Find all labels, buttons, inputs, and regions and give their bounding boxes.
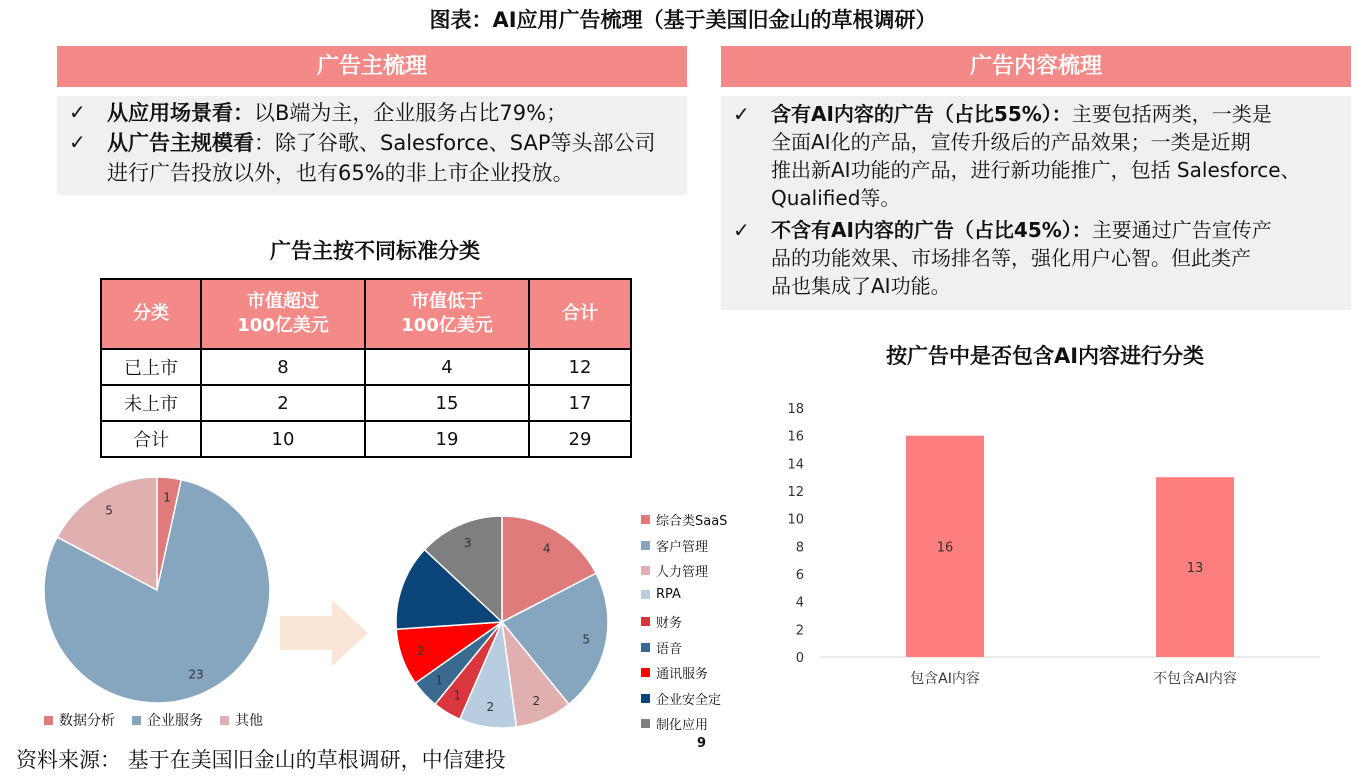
table-header-cell: 分类	[101, 279, 201, 349]
bullet-bold: 从广告主规模看	[107, 131, 254, 155]
legend-swatch	[641, 515, 650, 524]
legend-swatch	[641, 719, 650, 728]
legend-item	[641, 510, 727, 529]
legend-swatch	[641, 617, 650, 626]
pie2-label: 5	[582, 632, 591, 647]
bar-chart-group	[787, 402, 1320, 687]
legend-label: 财务	[656, 616, 683, 631]
legend-label: RPA	[656, 586, 681, 602]
legend-label: 企业安全定	[656, 692, 722, 708]
bullet-text: 全面AI化的产品，宣传升级后的产品效果；一类是近期	[771, 130, 1251, 154]
bullet-bold: 从应用场景看：	[107, 101, 254, 125]
table-cell: 2	[201, 385, 365, 421]
legend-label: 企业服务	[147, 713, 203, 729]
page-number: 9	[697, 736, 707, 751]
bar-chart	[770, 395, 1330, 695]
table-header-cell: 市值超过 100亿美元	[201, 279, 365, 349]
legend-item	[132, 710, 203, 730]
table-title: 广告主按不同标准分类	[270, 239, 480, 263]
table-cell: 未上市	[101, 385, 201, 421]
page-title: 图表：AI应用广告梳理（基于美国旧金山的草根调研）	[429, 8, 937, 32]
check-icon: ✓	[733, 102, 750, 126]
bullet-bold: 不含有AI内容的广告（占比45%）：	[771, 218, 1092, 242]
legend-swatch	[44, 716, 53, 725]
bullet-text: 主要包括两类，一类是	[1071, 102, 1272, 126]
legend-swatch	[641, 541, 650, 550]
pie1-legend	[44, 710, 304, 730]
table-header-cell: 合计	[529, 279, 631, 349]
y-tick-label: 2	[795, 623, 804, 639]
bullet-text: 进行广告投放以外，也有65%的非上市企业投放。	[107, 161, 574, 185]
bullet-text: 以B端为主，企业服务占比79%；	[254, 101, 568, 125]
legend-item	[641, 689, 721, 708]
x-tick-label: 包含AI内容	[910, 671, 980, 687]
legend-label: 人力管理	[656, 565, 709, 580]
table-cell: 已上市	[101, 349, 201, 385]
bullet-text: ：除了谷歌、Salesforce、SAP等头部公司	[254, 131, 656, 155]
legend-label: 综合类SaaS	[656, 514, 728, 529]
table-cell: 29	[529, 421, 631, 457]
legend-item	[641, 561, 708, 580]
legend-label: 通讯服务	[656, 667, 709, 682]
classification-table	[100, 278, 632, 458]
table-cell: 8	[201, 349, 365, 385]
source-note: 资料来源： 基于在美国旧金山的草根调研，中信建投	[16, 748, 506, 772]
legend-item	[641, 638, 682, 657]
legend-swatch	[641, 566, 650, 575]
bar-value-label: 13	[1186, 561, 1204, 577]
y-tick-label: 14	[787, 457, 804, 473]
y-tick-label: 10	[787, 512, 804, 528]
bullet-text: 品的功能效果、市场排名等，强化用户心智。但此类产	[771, 246, 1251, 270]
legend-label: 其他	[235, 713, 263, 729]
bar-value-label: 16	[936, 540, 954, 556]
content-panel	[721, 96, 1351, 310]
advertiser-panel	[57, 96, 687, 195]
legend-swatch	[641, 643, 650, 652]
y-tick-label: 8	[795, 540, 804, 556]
legend-label: 客户管理	[656, 539, 709, 555]
pie2-label: 2	[417, 643, 425, 658]
bullet-text: Qualified等。	[771, 186, 901, 210]
bullet-text: 品也集成了AI功能。	[771, 274, 951, 298]
content-banner: 广告内容梳理	[721, 46, 1351, 87]
pie2-label: 3	[463, 536, 472, 551]
check-icon: ✓	[733, 218, 750, 242]
y-tick-label: 18	[787, 402, 804, 417]
table-cell: 10	[201, 421, 365, 457]
legend-item	[220, 710, 263, 730]
legend-swatch	[220, 716, 229, 725]
y-tick-label: 4	[795, 595, 804, 611]
x-tick-label: 不包含AI内容	[1153, 671, 1237, 687]
content-bullet-2	[771, 216, 1346, 300]
legend-swatch	[641, 668, 650, 677]
table-row	[101, 349, 631, 385]
legend-swatch	[641, 694, 650, 703]
legend-swatch	[132, 716, 141, 725]
bullet-bold: 含有AI内容的广告（占比55%）：	[771, 102, 1072, 126]
arrow-right-icon	[280, 598, 370, 668]
y-tick-label: 12	[787, 485, 804, 500]
legend-item	[641, 714, 708, 733]
bullet-text: 主要通过广告宣传产	[1091, 218, 1272, 242]
table-row	[101, 385, 631, 421]
legend-label: 语音	[656, 641, 683, 657]
bullet-text: 推出新AI功能的产品，进行新功能推广，包括 Salesforce、	[771, 158, 1301, 182]
pie2-label: 1	[453, 688, 462, 703]
check-icon: ✓	[69, 100, 86, 124]
pie1-group	[44, 477, 270, 703]
pie-chart-category	[385, 505, 625, 745]
pie2-label: 1	[435, 673, 443, 688]
pie2-legend	[641, 510, 761, 740]
pie-chart-scenario	[30, 465, 290, 735]
pie2-label: 2	[532, 693, 541, 708]
advertiser-banner: 广告主梳理	[57, 46, 687, 87]
legend-label: 数据分析	[59, 713, 115, 729]
legend-label: 制化应用	[656, 718, 709, 733]
legend-item	[641, 587, 681, 602]
table-cell: 合计	[101, 421, 201, 457]
legend-item	[44, 710, 115, 730]
y-tick-label: 0	[795, 651, 804, 666]
y-tick-label: 6	[795, 568, 804, 583]
advertiser-bullet-1	[107, 98, 687, 128]
pie2-group	[396, 516, 608, 728]
table-cell: 4	[365, 349, 529, 385]
y-tick-label: 16	[787, 429, 804, 445]
content-bullet-1	[771, 100, 1346, 212]
table-header-cell: 市值低于 100亿美元	[365, 279, 529, 349]
legend-item	[641, 536, 708, 555]
pie1-label: 23	[188, 667, 204, 682]
pie1-label: 5	[105, 503, 113, 518]
pie2-label: 2	[486, 700, 495, 715]
legend-item	[641, 612, 682, 631]
pie1-label: 1	[163, 490, 171, 505]
check-icon: ✓	[69, 130, 86, 154]
table-cell: 12	[529, 349, 631, 385]
bar-chart-title: 按广告中是否包含AI内容进行分类	[885, 344, 1205, 368]
table-row	[101, 421, 631, 457]
legend-item	[641, 663, 708, 682]
table-cell: 17	[529, 385, 631, 421]
table-cell: 19	[365, 421, 529, 457]
legend-swatch	[641, 590, 650, 599]
table-header-row	[101, 279, 631, 349]
pie2-label: 4	[542, 541, 551, 556]
advertiser-bullet-2	[107, 128, 687, 188]
table-cell: 15	[365, 385, 529, 421]
